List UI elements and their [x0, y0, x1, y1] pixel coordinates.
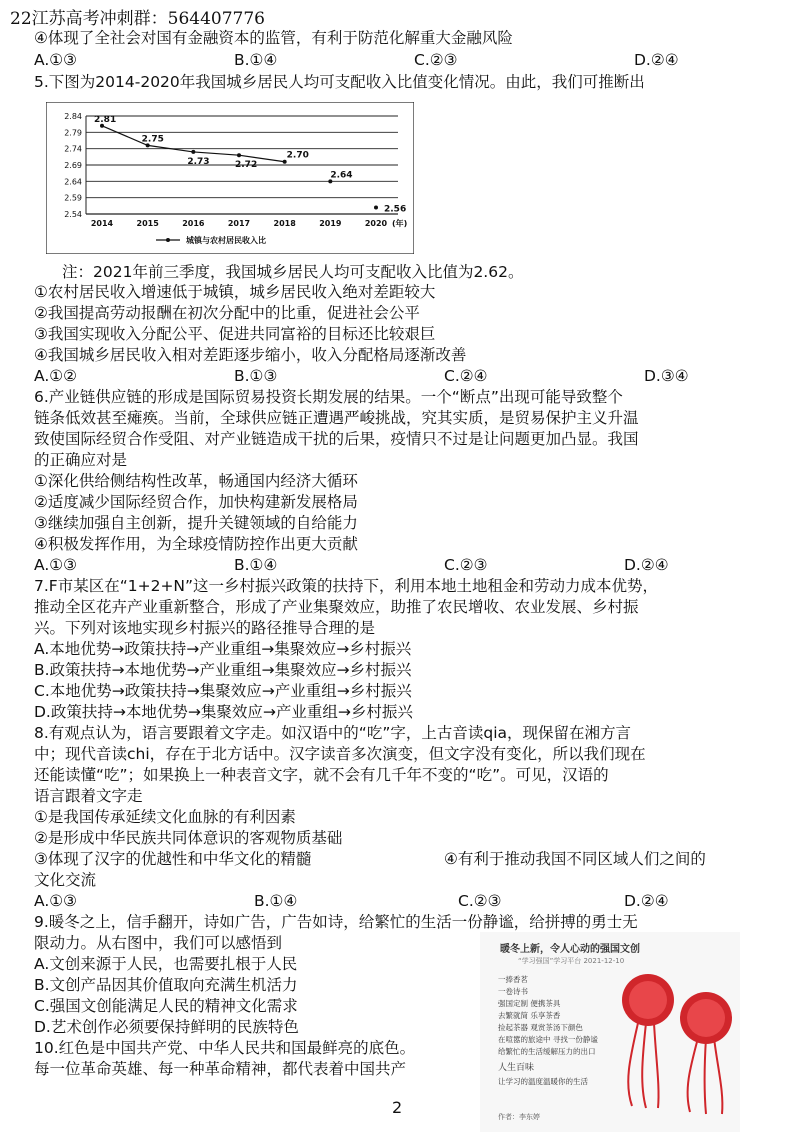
q8-option-b: B.①④	[254, 892, 298, 910]
q6-item-3: ③继续加强自主创新，提升关键领域的自给能力	[34, 514, 358, 532]
ad-subtitle: “学习强国”学习平台 2021-12-10	[518, 957, 625, 965]
q6-stem-line-1: 6.产业链供应链的形成是国际贸易投资长期发展的结果。一个“断点”出现可能导致整个	[34, 388, 623, 406]
q9-choice-a: A.文创来源于人民，也需要扎根于人民	[34, 955, 298, 973]
q9-stem-line-1: 9.暖冬之上，信手翻开，诗如广告，广告如诗，给繁忙的生活一份静谧，给拼搏的勇士无	[34, 913, 638, 931]
q4-item-4: ④体现了全社会对国有金融资本的监管，有利于防范化解重大金融风险	[34, 29, 513, 47]
q6-item-2: ②适度减少国际经贸合作，加快构建新发展格局	[34, 493, 358, 511]
q7-choice-c: C.本地优势→政策扶持→集聚效应→产业重组→乡村振兴	[34, 682, 412, 700]
x-tick-label: 2016	[182, 219, 205, 228]
ad-poem-line: 人生百味	[498, 1063, 535, 1073]
y-tick-label: 2.79	[64, 128, 82, 138]
q5-option-a: A.①②	[34, 367, 78, 385]
q6-stem-line-3: 致使国际经贸合作受阻、对产业链造成干扰的后果，疫情只不过是让问题更加凸显。我国	[34, 430, 639, 448]
q8-item-2: ②是形成中华民族共同体意识的客观物质基础	[34, 829, 343, 847]
group-header: 22江苏高考冲刺群：564407776	[10, 9, 265, 29]
ad-poem-line: 给繁忙的生活缓解压力的出口	[498, 1047, 596, 1056]
ad-poem-line: 捡起茶器 观赏茶汤下颜色	[498, 1023, 583, 1032]
q8-item-4-cont: 文化交流	[34, 871, 97, 889]
ad-poem-line: 强国定制 便携茶具	[498, 999, 561, 1008]
y-tick-label: 2.84	[64, 112, 82, 121]
q8-stem-line-4: 语言跟着文字走	[34, 787, 143, 805]
x-tick-label: 2017	[227, 219, 251, 228]
q6-option-b: B.①④	[234, 556, 278, 574]
y-tick-label: 2.74	[64, 144, 82, 154]
q7-stem-line-2: 推动全区花卉产业重新整合，形成了产业集聚效应，助推了农民增收、农业发展、乡村振	[34, 598, 639, 616]
page-number: 2	[392, 1098, 403, 1117]
x-tick-label: 2014	[90, 219, 114, 228]
data-label: 2.72	[235, 160, 258, 171]
q6-option-c: C.②③	[444, 556, 488, 574]
q8-stem-line-3: 还能读懂“吃”；如果换上一种表音文字，就不会有几千年不变的“吃”。可见，汉语的	[34, 766, 609, 784]
x-axis-unit: (年)	[392, 219, 408, 228]
q8-options	[34, 891, 754, 911]
x-tick-label: 2018	[273, 219, 296, 228]
q4-option-c: C.②③	[414, 51, 458, 69]
q10-stem-line-2: 每一位革命英雄、每一种革命精神，都代表着中国共产	[34, 1060, 407, 1078]
legend-label: 城镇与农村居民收入比	[186, 236, 266, 245]
q5-options	[34, 366, 754, 386]
x-tick-label: 2015	[136, 219, 159, 228]
y-tick-label: 2.59	[64, 193, 82, 203]
data-label: 2.70	[286, 150, 309, 161]
q4-option-a: A.①③	[34, 51, 78, 69]
q5-item-4: ④我国城乡居民收入相对差距逐步缩小，收入分配格局逐渐改善	[34, 346, 467, 364]
q7-stem-line-3: 兴。下列对该地实现乡村振兴的路径推导合理的是	[34, 619, 376, 637]
data-label: 2.75	[141, 134, 164, 145]
q5-note: 注：2021年前三季度，我国城乡居民人均可支配收入比值为2.62。	[62, 263, 524, 281]
q4-options	[34, 50, 754, 70]
ad-poem-line: 去繁就简 乐享茶香	[498, 1011, 561, 1020]
legend-marker	[166, 238, 170, 242]
income-ratio-chart	[46, 102, 414, 254]
q8-item-3: ③体现了汉字的优越性和中华文化的精髓	[34, 850, 312, 868]
q8-option-c: C.②③	[458, 892, 502, 910]
q7-stem-line-1: 7.F市某区在“1+2+N”这一乡村振兴政策的扶持下，利用本地土地租金和劳动力成本优势，	[34, 577, 659, 595]
q9-choice-b: B.文创产品因其价值取向充满生机活力	[34, 976, 298, 994]
q9-stem-line-2: 限动力。从右图中，我们可以感悟到	[34, 934, 283, 952]
ad-poem-line: 在喧嚣的旅途中 寻找一份静谧	[498, 1035, 598, 1044]
q4-option-d: D.②④	[634, 51, 679, 69]
data-label: 2.56	[384, 204, 407, 215]
q8-option-a: A.①③	[34, 892, 78, 910]
cultural-product-ad-image	[480, 932, 740, 1132]
x-tick-label: 2020	[364, 219, 388, 228]
q8-item-4: ④有利于推动我国不同区域人们之间的	[444, 850, 706, 868]
q5-option-b: B.①③	[234, 367, 278, 385]
y-tick-label: 2.69	[64, 161, 82, 170]
q6-item-1: ①深化供给侧结构性改革，畅通国内经济大循环	[34, 472, 358, 490]
ad-poem-line: 一卷诗书	[498, 987, 528, 996]
q8-stem-line-2: 中；现代音读chi，存在于北方话中。汉字读音多次演变，但文字没有变化，所以我们现在	[34, 745, 646, 763]
y-tick-label: 2.64	[64, 177, 82, 187]
q4-option-b: B.①④	[234, 51, 278, 69]
q6-option-d: D.②④	[624, 556, 669, 574]
ad-poem-line: 让学习的温度温暖你的生活	[498, 1077, 588, 1086]
tea-set-illustration	[618, 968, 736, 1118]
q8-option-d: D.②④	[624, 892, 669, 910]
q6-option-a: A.①③	[34, 556, 78, 574]
data-point	[374, 205, 378, 209]
q10-stem-line-1: 10.红色是中国共产党、中华人民共和国最鲜亮的底色。	[34, 1039, 416, 1057]
data-label: 2.81	[94, 114, 117, 125]
x-tick-label: 2019	[319, 219, 342, 228]
q8-item-1: ①是我国传承延续文化血脉的有利因素	[34, 808, 296, 826]
q6-stem-line-2: 链条低效甚至瘫痪。当前，全球供应链正遭遇严峻挑战，究其实质，是贸易保护主义升温	[34, 409, 639, 427]
ad-poem-line: 一捧香茗	[498, 975, 528, 984]
q6-options	[34, 555, 754, 575]
data-point	[191, 150, 195, 154]
data-label: 2.64	[330, 170, 353, 181]
q7-choice-d: D.政策扶持→本地优势→集聚效应→产业重组→乡村振兴	[34, 703, 413, 721]
q9-choice-d: D.艺术创作必须要保持鲜明的民族特色	[34, 1018, 299, 1036]
q7-choice-b: B.政策扶持→本地优势→产业重组→集聚效应→乡村振兴	[34, 661, 412, 679]
q9-choice-c: C.强国文创能满足人民的精神文化需求	[34, 997, 298, 1015]
q6-item-4: ④积极发挥作用，为全球疫情防控作出更大贡献	[34, 535, 358, 553]
q7-choice-a: A.本地优势→政策扶持→产业重组→集聚效应→乡村振兴	[34, 640, 412, 658]
q5-stem: 5.下图为2014-2020年我国城乡居民人均可支配收入比值变化情况。由此，我们可推断出	[34, 73, 645, 91]
ad-author: 作者：李东婷	[498, 1113, 540, 1121]
ad-title: 暖冬上新，令人心动的强国文创	[500, 944, 640, 955]
data-point	[237, 153, 241, 157]
q5-item-1: ①农村居民收入增速低于城镇，城乡居民收入绝对差距较大	[34, 283, 436, 301]
y-tick-label: 2.54	[64, 210, 82, 219]
q5-item-2: ②我国提高劳动报酬在初次分配中的比重，促进社会公平	[34, 304, 420, 322]
q6-stem-line-4: 的正确应对是	[34, 451, 128, 469]
q8-stem-line-1: 8.有观点认为，语言要跟着文字走。如汉语中的“吃”字，上古音读qia，现保留在湘方言	[34, 724, 631, 742]
q5-option-d: D.③④	[644, 367, 689, 385]
data-label: 2.73	[187, 156, 210, 167]
q5-item-3: ③我国实现收入分配公平、促进共同富裕的目标还比较艰巨	[34, 325, 436, 343]
q5-option-c: C.②④	[444, 367, 488, 385]
